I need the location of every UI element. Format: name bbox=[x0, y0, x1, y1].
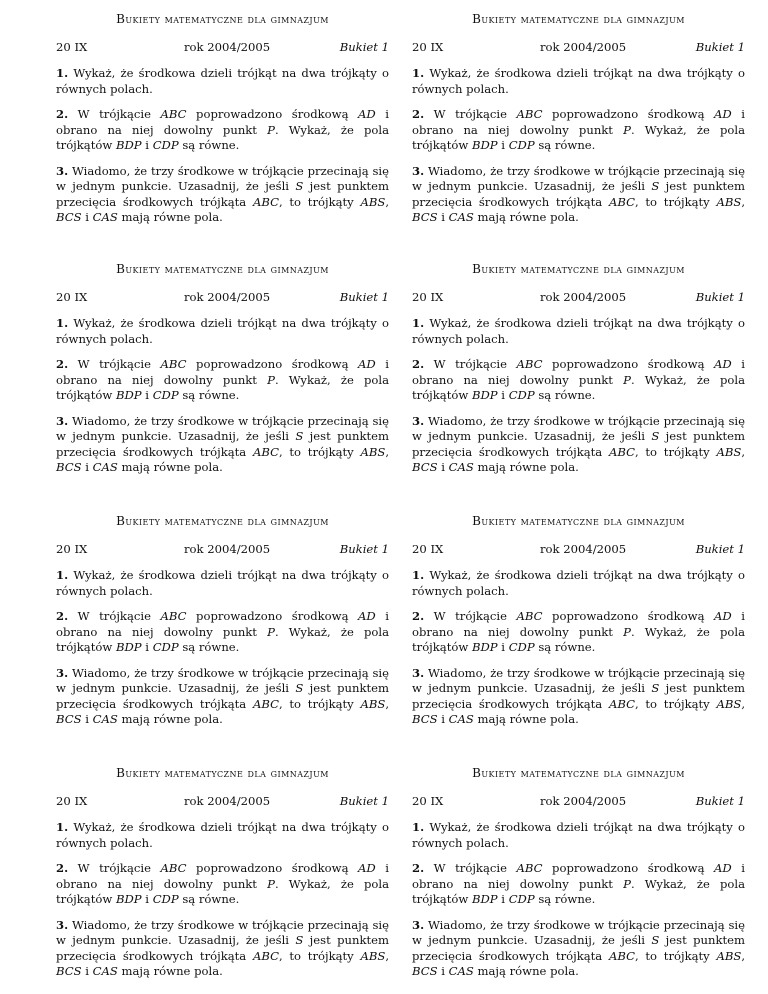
problem-1 bbox=[56, 820, 389, 851]
problem-card bbox=[412, 514, 745, 728]
problem-3 bbox=[412, 918, 745, 980]
problem-card bbox=[56, 262, 389, 476]
problem-number: 2. bbox=[412, 609, 425, 623]
problem-text: Wykaż, że środkowa dzieli trójkąt na dwa trójkąty o równych polach. bbox=[56, 66, 389, 96]
card-date: 20 IX bbox=[56, 40, 88, 54]
school-year: rok 2004/2005 bbox=[184, 40, 271, 54]
problem-text: Wykaż, że środkowa dzieli trójkąt na dwa trójkąty o równych polach. bbox=[412, 316, 745, 346]
card-meta bbox=[412, 290, 745, 306]
school-year: rok 2004/2005 bbox=[184, 794, 271, 808]
problem-text: Wykaż, że środkowa dzieli trójkąt na dwa trójkąty o równych polach. bbox=[56, 568, 389, 598]
card-title: Bukiety matematyczne dla gimnazjum bbox=[116, 766, 329, 780]
problem-2 bbox=[56, 107, 389, 154]
problem-number: 2. bbox=[56, 609, 69, 623]
bouquet-label: Bukiet 1 bbox=[339, 290, 389, 304]
problem-text: Wiadomo, że trzy środkowe w trójkącie przecinają się w jednym punkcie. Uzasadnij, że jeśli S jest punktem przecięcia środkowych trójkąta ABC, to trójkąty ABS, BCS i CAS mają równe pola. bbox=[412, 665, 745, 726]
problem-number: 2. bbox=[412, 861, 425, 875]
school-year: rok 2004/2005 bbox=[540, 40, 627, 54]
card-title: Bukiety matematyczne dla gimnazjum bbox=[472, 262, 685, 276]
card-meta bbox=[412, 794, 745, 810]
card-title: Bukiety matematyczne dla gimnazjum bbox=[472, 766, 685, 780]
problem-number: 1. bbox=[412, 316, 425, 330]
problem-2 bbox=[56, 357, 389, 404]
problem-text: W trójkącie ABC poprowadzono środkową AD i obrano na niej dowolny punkt P. Wykaż, że pola trójkątów BDP i CDP są równe. bbox=[412, 861, 745, 906]
problem-number: 2. bbox=[412, 357, 425, 371]
card-meta bbox=[56, 40, 389, 56]
card-meta bbox=[412, 40, 745, 56]
problem-1 bbox=[412, 316, 745, 347]
problem-number: 3. bbox=[56, 413, 69, 428]
problem-text: W trójkącie ABC poprowadzono środkową AD i obrano na niej dowolny punkt P. Wykaż, że pola trójkątów BDP i CDP są równe. bbox=[412, 107, 745, 152]
card-title: Bukiety matematyczne dla gimnazjum bbox=[116, 12, 329, 26]
card-date: 20 IX bbox=[412, 794, 444, 808]
problem-2 bbox=[412, 609, 745, 656]
problem-3 bbox=[56, 918, 389, 980]
problem-card bbox=[56, 514, 389, 728]
card-title: Bukiety matematyczne dla gimnazjum bbox=[116, 262, 329, 276]
problem-3 bbox=[56, 414, 389, 476]
card-meta bbox=[56, 542, 389, 558]
problem-number: 1. bbox=[56, 820, 69, 834]
bouquet-label: Bukiet 1 bbox=[339, 542, 389, 556]
problem-1 bbox=[56, 568, 389, 599]
bouquet-label: Bukiet 1 bbox=[695, 794, 745, 808]
problem-number: 1. bbox=[412, 568, 425, 582]
problem-text: Wiadomo, że trzy środkowe w trójkącie przecinają się w jednym punkcie. Uzasadnij, że jeśli S jest punktem przecięcia środkowych trójkąta ABC, to trójkąty ABS, BCS i CAS mają równe pola. bbox=[56, 163, 389, 224]
problem-text: Wiadomo, że trzy środkowe w trójkącie przecinają się w jednym punkcie. Uzasadnij, że jeśli S jest punktem przecięcia środkowych trójkąta ABC, to trójkąty ABS, BCS i CAS mają równe pola. bbox=[412, 917, 745, 978]
school-year: rok 2004/2005 bbox=[540, 794, 627, 808]
problem-number: 3. bbox=[412, 917, 425, 932]
problem-card bbox=[412, 262, 745, 476]
problem-1 bbox=[56, 316, 389, 347]
problem-number: 1. bbox=[56, 66, 69, 80]
card-meta bbox=[56, 290, 389, 306]
card-date: 20 IX bbox=[56, 542, 88, 556]
problem-number: 3. bbox=[412, 665, 425, 680]
problem-number: 2. bbox=[56, 107, 69, 121]
problem-3 bbox=[56, 666, 389, 728]
problem-text: Wykaż, że środkowa dzieli trójkąt na dwa trójkąty o równych polach. bbox=[56, 316, 389, 346]
bouquet-label: Bukiet 1 bbox=[695, 290, 745, 304]
problem-1 bbox=[56, 66, 389, 97]
problem-text: W trójkącie ABC poprowadzono środkową AD i obrano na niej dowolny punkt P. Wykaż, że pola trójkątów BDP i CDP są równe. bbox=[412, 609, 745, 654]
problem-number: 1. bbox=[412, 820, 425, 834]
problem-text: Wykaż, że środkowa dzieli trójkąt na dwa trójkąty o równych polach. bbox=[412, 568, 745, 598]
problem-number: 1. bbox=[56, 568, 69, 582]
problem-2 bbox=[56, 609, 389, 656]
problem-text: W trójkącie ABC poprowadzono środkową AD i obrano na niej dowolny punkt P. Wykaż, że pola trójkątów BDP i CDP są równe. bbox=[56, 609, 389, 654]
bouquet-label: Bukiet 1 bbox=[695, 542, 745, 556]
problem-number: 2. bbox=[56, 357, 69, 371]
problem-number: 3. bbox=[56, 163, 69, 178]
problem-number: 2. bbox=[56, 861, 69, 875]
bouquet-label: Bukiet 1 bbox=[339, 40, 389, 54]
problem-text: W trójkącie ABC poprowadzono środkową AD i obrano na niej dowolny punkt P. Wykaż, że pola trójkątów BDP i CDP są równe. bbox=[56, 861, 389, 906]
problem-text: Wiadomo, że trzy środkowe w trójkącie przecinają się w jednym punkcie. Uzasadnij, że jeśli S jest punktem przecięcia środkowych trójkąta ABC, to trójkąty ABS, BCS i CAS mają równe pola. bbox=[412, 163, 745, 224]
problem-text: W trójkącie ABC poprowadzono środkową AD i obrano na niej dowolny punkt P. Wykaż, że pola trójkątów BDP i CDP są równe. bbox=[56, 107, 389, 152]
card-date: 20 IX bbox=[412, 290, 444, 304]
problem-1 bbox=[412, 568, 745, 599]
problem-1 bbox=[412, 66, 745, 97]
bouquet-label: Bukiet 1 bbox=[695, 40, 745, 54]
problem-text: Wykaż, że środkowa dzieli trójkąt na dwa trójkąty o równych polach. bbox=[56, 820, 389, 850]
problem-card bbox=[412, 12, 745, 226]
problem-card bbox=[412, 766, 745, 980]
problem-card bbox=[56, 12, 389, 226]
problem-text: Wykaż, że środkowa dzieli trójkąt na dwa trójkąty o równych polach. bbox=[412, 66, 745, 96]
card-meta bbox=[56, 794, 389, 810]
card-date: 20 IX bbox=[412, 40, 444, 54]
problem-number: 2. bbox=[412, 107, 425, 121]
problem-number: 1. bbox=[56, 316, 69, 330]
card-title: Bukiety matematyczne dla gimnazjum bbox=[116, 514, 329, 528]
problem-number: 3. bbox=[412, 413, 425, 428]
problem-text: Wiadomo, że trzy środkowe w trójkącie przecinają się w jednym punkcie. Uzasadnij, że jeśli S jest punktem przecięcia środkowych trójkąta ABC, to trójkąty ABS, BCS i CAS mają równe pola. bbox=[56, 665, 389, 726]
school-year: rok 2004/2005 bbox=[540, 542, 627, 556]
problem-1 bbox=[412, 820, 745, 851]
card-date: 20 IX bbox=[412, 542, 444, 556]
card-date: 20 IX bbox=[56, 794, 88, 808]
problem-3 bbox=[412, 666, 745, 728]
card-title: Bukiety matematyczne dla gimnazjum bbox=[472, 514, 685, 528]
problem-number: 3. bbox=[412, 163, 425, 178]
problem-text: Wiadomo, że trzy środkowe w trójkącie przecinają się w jednym punkcie. Uzasadnij, że jeśli S jest punktem przecięcia środkowych trójkąta ABC, to trójkąty ABS, BCS i CAS mają równe pola. bbox=[56, 413, 389, 474]
problem-number: 3. bbox=[56, 917, 69, 932]
bouquet-label: Bukiet 1 bbox=[339, 794, 389, 808]
card-meta bbox=[412, 542, 745, 558]
problem-text: W trójkącie ABC poprowadzono środkową AD i obrano na niej dowolny punkt P. Wykaż, że pola trójkątów BDP i CDP są równe. bbox=[412, 357, 745, 402]
problem-2 bbox=[56, 861, 389, 908]
problem-number: 3. bbox=[56, 665, 69, 680]
card-date: 20 IX bbox=[56, 290, 88, 304]
problem-text: Wiadomo, że trzy środkowe w trójkącie przecinają się w jednym punkcie. Uzasadnij, że jeśli S jest punktem przecięcia środkowych trójkąta ABC, to trójkąty ABS, BCS i CAS mają równe pola. bbox=[412, 413, 745, 474]
problem-3 bbox=[412, 164, 745, 226]
problem-3 bbox=[56, 164, 389, 226]
problem-2 bbox=[412, 107, 745, 154]
school-year: rok 2004/2005 bbox=[184, 290, 271, 304]
problem-number: 1. bbox=[412, 66, 425, 80]
problem-2 bbox=[412, 357, 745, 404]
problem-card bbox=[56, 766, 389, 980]
school-year: rok 2004/2005 bbox=[540, 290, 627, 304]
school-year: rok 2004/2005 bbox=[184, 542, 271, 556]
card-title: Bukiety matematyczne dla gimnazjum bbox=[472, 12, 685, 26]
problem-text: Wykaż, że środkowa dzieli trójkąt na dwa trójkąty o równych polach. bbox=[412, 820, 745, 850]
problem-3 bbox=[412, 414, 745, 476]
problem-text: Wiadomo, że trzy środkowe w trójkącie przecinają się w jednym punkcie. Uzasadnij, że jeśli S jest punktem przecięcia środkowych trójkąta ABC, to trójkąty ABS, BCS i CAS mają równe pola. bbox=[56, 917, 389, 978]
problem-text: W trójkącie ABC poprowadzono środkową AD i obrano na niej dowolny punkt P. Wykaż, że pola trójkątów BDP i CDP są równe. bbox=[56, 357, 389, 402]
problem-2 bbox=[412, 861, 745, 908]
